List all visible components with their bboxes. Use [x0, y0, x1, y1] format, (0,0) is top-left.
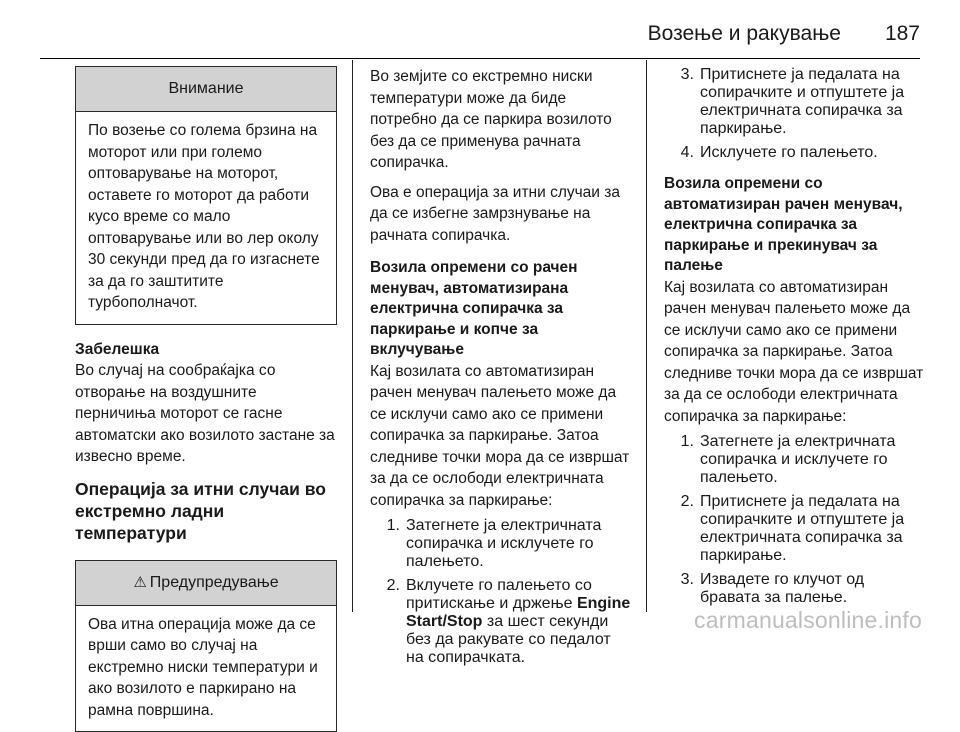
paragraph: Во земјите со екстремно ниски температури може да биде потребно да се паркира возилото без да се применува рачната сопирачка. — [370, 66, 632, 174]
note — [75, 339, 337, 468]
column-divider-1 — [352, 60, 353, 612]
step-number: 1. — [670, 433, 700, 487]
step-text-part: за шест секунди без да ракувате со педалот на сопирачката. — [406, 613, 611, 666]
column-3 — [664, 66, 926, 607]
caution-box — [75, 66, 337, 325]
step-text-part: Вклучете го палењето со притискање и држење — [406, 577, 592, 612]
column-2 — [370, 66, 632, 667]
subheading-start-button: Возила опремени со рачен менувач, автоматизирана електрична сопирачка за паркирање и копче за вклучување — [370, 258, 632, 361]
list-item — [664, 493, 926, 565]
watermark: carmanualsonline.info — [694, 607, 922, 634]
paragraph: Кај возилата со автоматизиран рачен менувач палењето може да се исклучи само ако се примени сопирачка за паркирање. Затоа следниве точки мора да се извршат за да се ослободи електричната сопирачка за паркирање: — [664, 277, 926, 428]
list-item — [664, 433, 926, 487]
step-text: Извадете го клучот од бравата за палење. — [700, 571, 926, 607]
warning-box — [75, 560, 337, 732]
warning-triangle-icon: ⚠ — [133, 574, 146, 591]
list-item — [664, 144, 926, 162]
step-number: 2. — [376, 577, 406, 667]
section-heading-emergency: Операција за итни случаи во екстремно ладни температури — [75, 478, 337, 544]
step-number: 3. — [670, 571, 700, 607]
step-number: 2. — [670, 493, 700, 565]
caution-box-body: По возење со голема брзина на моторот или при големо оптоварување на моторот, оставете го моторот да работи кусо време со мало оптоварување или во лер околу 30 секунди пред да го изгаснете за да го заштитите турбополначот. — [76, 112, 336, 324]
paragraph: Кај возилата со автоматизиран рачен менувач палењето може да се исклучи само ако се примени сопирачка за паркирање. Затоа следниве точки мора да се извршат за да се ослободи електричната сопирачка за паркирање: — [370, 361, 632, 512]
list-item — [370, 577, 632, 667]
paragraph: Ова е операција за итни случаи за да се избегне замрзнување на рачната сопирачка. — [370, 182, 632, 247]
subheading-ignition-switch: Возила опремени со автоматизиран рачен менувач, електрична сопирачка за паркирање и прекинувач за палење — [664, 174, 926, 277]
step-text — [406, 577, 632, 667]
column-divider-2 — [646, 60, 647, 612]
step-text: Затегнете ја електричната сопирачка и исклучете го палењето. — [406, 517, 632, 571]
step-text: Притиснете ја педалата на сопирачките и отпуштете ја електричната сопирачка за паркирање. — [700, 493, 926, 565]
step-number: 3. — [670, 66, 700, 138]
step-number: 4. — [670, 144, 700, 162]
step-number: 1. — [376, 517, 406, 571]
page-header — [648, 22, 920, 46]
step-text: Исклучете го палењето. — [700, 144, 926, 162]
step-text: Затегнете ја електричната сопирачка и исклучете го палењето. — [700, 433, 926, 487]
warning-box-heading-text: Предупредување — [150, 574, 279, 591]
header-divider — [40, 58, 920, 59]
step-text: Притиснете ја педалата на сопирачките и отпуштете ја електричната сопирачка за паркирање. — [700, 66, 926, 138]
list-item — [664, 571, 926, 607]
note-body: Во случај на сообраќајка со отворање на воздушните перничиња моторот се гасне автоматски ако возилото застане за извесно време. — [75, 360, 337, 468]
column-1 — [75, 66, 337, 732]
warning-box-heading — [76, 561, 336, 606]
page-title: Возење и ракување — [648, 22, 841, 46]
list-item — [370, 517, 632, 571]
engine-start-stop-label: Engine Start/Stop — [406, 595, 630, 630]
note-title: Забелешка — [75, 339, 337, 361]
warning-box-body: Ова итна операција може да се врши само во случај на екстремно ниски температури и ако возилото е паркирано на рамна површина. — [76, 606, 336, 732]
list-item — [664, 66, 926, 138]
caution-box-heading: Внимание — [76, 67, 336, 112]
page-number: 187 — [885, 22, 920, 46]
